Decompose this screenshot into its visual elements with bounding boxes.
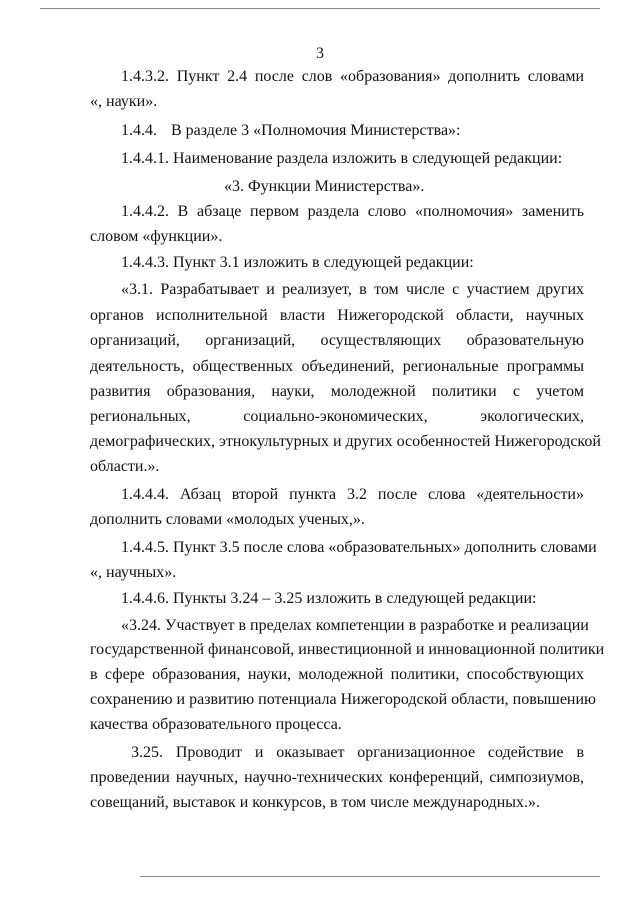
line-24: в сфере образования, науки, молодежной политики, способствующих xyxy=(90,666,584,683)
line-7: словом «функции». xyxy=(90,228,223,245)
line-12: деятельность, общественных объединений, региональные программы xyxy=(90,358,584,375)
line-19: 1.4.4.5. Пункт 3.5 после слова «образовательных» дополнить словами xyxy=(121,539,597,556)
line-18: дополнить словами «молодых ученых,». xyxy=(90,511,365,528)
scan-edge-bottom xyxy=(140,876,600,877)
line-29: совещаний, выставок и конкурсов, в том числе международных.». xyxy=(90,794,541,811)
line-22: «3.24. Участвует в пределах компетенции в разработке и реализации xyxy=(121,617,589,634)
line-2: «, науки». xyxy=(90,93,158,110)
line-20: «, научных». xyxy=(90,564,177,581)
line-13: развития образования, науки, молодежной политики с учетом xyxy=(90,383,584,400)
section-heading: В разделе 3 «Полномочия Министерства»: xyxy=(171,122,461,139)
section-title-quote: «3. Функции Министерства». xyxy=(224,178,425,195)
line-15: демографических, этнокультурных и других особенностей Нижегородской xyxy=(90,433,601,450)
line-21: 1.4.4.6. Пункты 3.24 – 3.25 изложить в следующей редакции: xyxy=(121,590,537,607)
line-26: качества образовательного процесса. xyxy=(90,716,342,733)
line-23: государственной финансовой, инвестиционной и инновационной политики xyxy=(90,641,605,658)
line-16: области.». xyxy=(90,458,160,475)
line-14: региональных, социально-экономических, экологических, xyxy=(90,408,584,425)
line-4: 1.4.4.1. Наименование раздела изложить в следующей редакции: xyxy=(121,150,563,167)
line-17: 1.4.4.4. Абзац второй пункта 3.2 после слова «деятельности» xyxy=(121,486,584,503)
section-number: 1.4.4. xyxy=(121,122,157,139)
line-1: 1.4.3.2. Пункт 2.4 после слов «образования» дополнить словами xyxy=(121,68,584,85)
scan-edge-top xyxy=(40,8,600,9)
page-number: 3 xyxy=(316,45,324,62)
line-10: органов исполнительной власти Нижегородской области, научных xyxy=(90,307,584,324)
line-27: 3.25. Проводит и оказывает организационное содействие в xyxy=(131,744,584,761)
line-25: сохранению и развитию потенциала Нижегородской области, повышению xyxy=(90,691,596,708)
line-8: 1.4.4.3. Пункт 3.1 изложить в следующей редакции: xyxy=(121,254,474,271)
line-9: «3.1. Разрабатывает и реализует, в том числе с участием других xyxy=(121,281,584,298)
line-11: организаций, организаций, осуществляющих образовательную xyxy=(90,332,584,349)
line-6: 1.4.4.2. В абзаце первом раздела слово «полномочия» заменить xyxy=(121,203,584,220)
line-28: проведении научных, научно-технических конференций, симпозиумов, xyxy=(90,769,584,786)
